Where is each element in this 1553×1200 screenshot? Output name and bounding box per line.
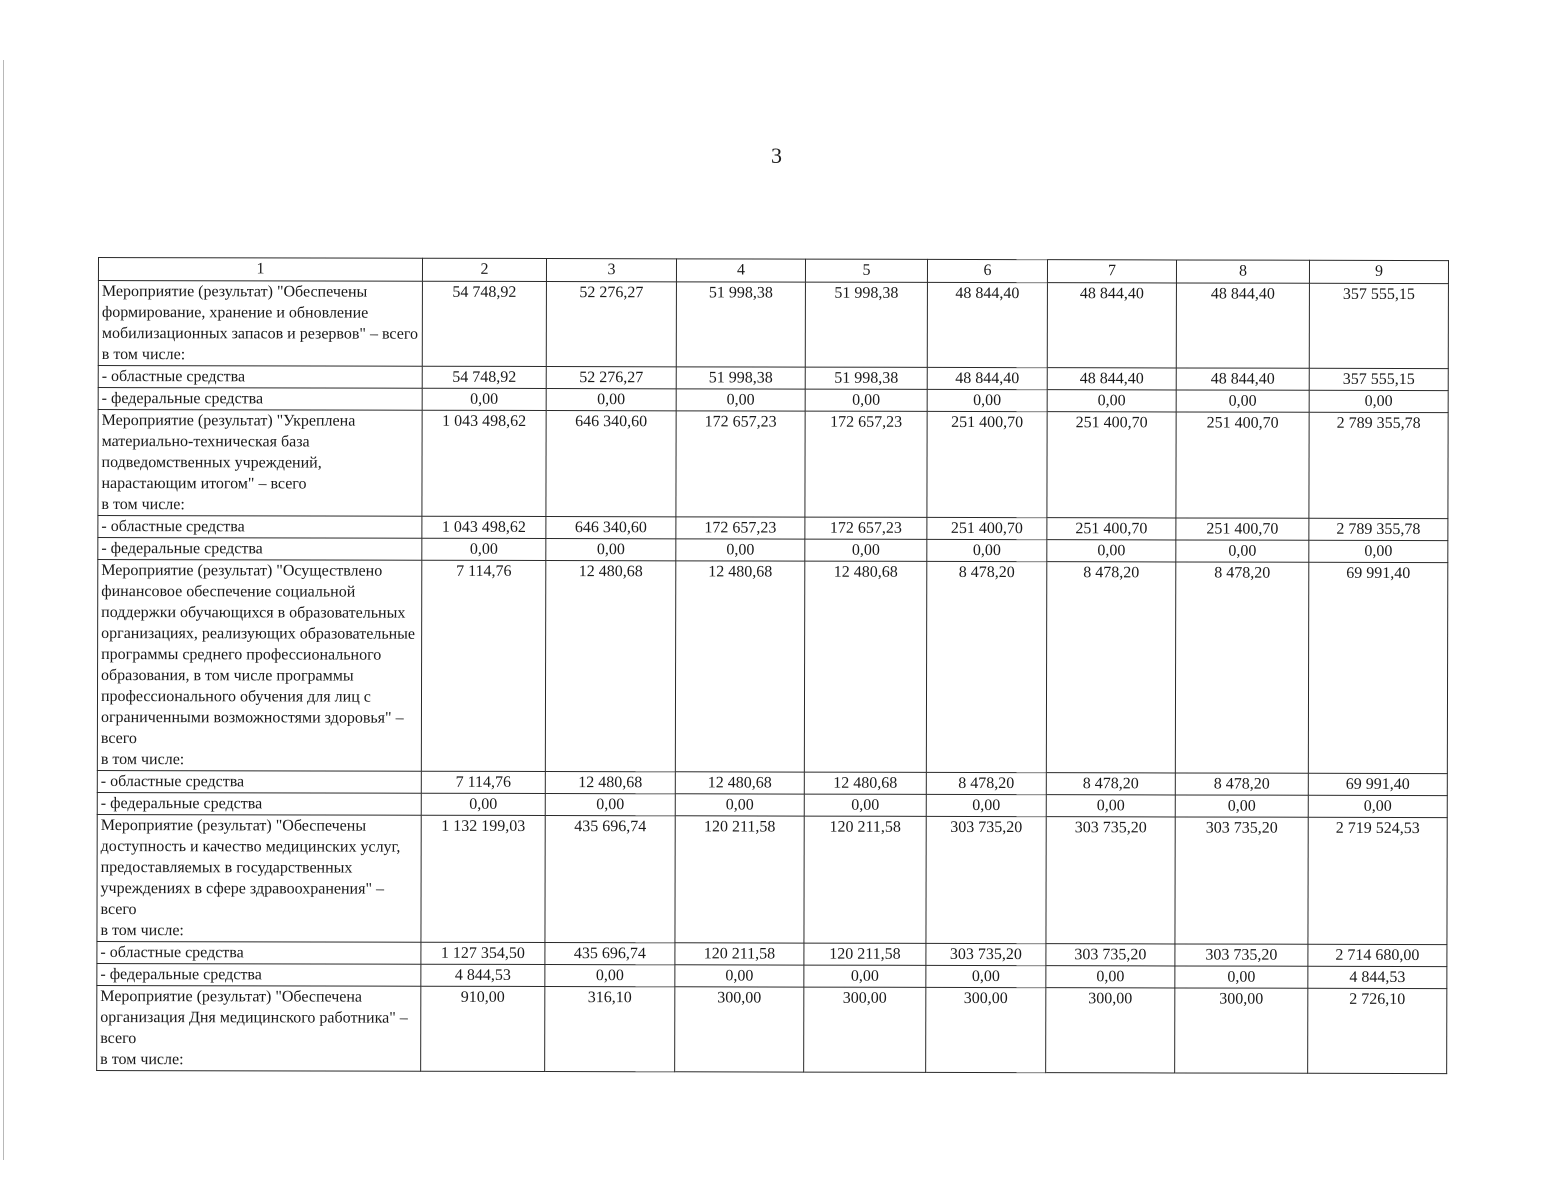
table-header — [98, 258, 1448, 284]
value-cell: 300,00 — [675, 987, 804, 1072]
value-cell: 2 714 680,00 — [1308, 944, 1447, 966]
value-cell: 0,00 — [804, 794, 926, 816]
value-cell: 48 844,40 — [1047, 368, 1176, 390]
value-cell: 12 480,68 — [545, 772, 675, 794]
value-cell: 0,00 — [1175, 795, 1308, 817]
column-number-header: 2 — [422, 258, 546, 281]
value-cell: 0,00 — [1309, 540, 1448, 562]
table-row — [98, 516, 1448, 541]
value-cell: 7 114,76 — [421, 560, 545, 771]
row-description: Мероприятие (результат) "Обеспечена организация Дня медицинского работника" – всего в том числе: — [97, 985, 421, 1071]
value-cell: 8 478,20 — [1046, 773, 1175, 795]
row-description: - федеральные средства — [98, 388, 422, 411]
value-cell: 69 991,40 — [1308, 773, 1447, 795]
table-row — [98, 538, 1448, 563]
value-cell: 8 478,20 — [926, 772, 1046, 794]
value-cell: 303 735,20 — [1046, 817, 1175, 944]
value-cell: 48 844,40 — [927, 367, 1047, 389]
value-cell: 0,00 — [1308, 795, 1447, 817]
value-cell: 0,00 — [1176, 540, 1309, 562]
row-description: - федеральные средства — [97, 792, 421, 815]
value-cell: 646 340,60 — [546, 411, 676, 517]
value-cell: 0,00 — [926, 794, 1046, 816]
value-cell: 8 478,20 — [1046, 562, 1175, 773]
table-row — [97, 941, 1447, 966]
value-cell: 12 480,68 — [675, 772, 804, 794]
value-cell: 300,00 — [1046, 988, 1175, 1073]
column-number-header: 4 — [676, 259, 805, 282]
table-row — [97, 792, 1447, 817]
value-cell: 251 400,70 — [1176, 518, 1309, 540]
value-cell: 12 480,68 — [675, 561, 804, 772]
value-cell: 12 480,68 — [804, 561, 926, 772]
value-cell: 52 276,27 — [546, 282, 676, 367]
value-cell: 172 657,23 — [676, 517, 805, 539]
value-cell: 1 127 354,50 — [421, 942, 545, 964]
value-cell: 8 478,20 — [926, 561, 1046, 772]
value-cell: 2 719 524,53 — [1308, 817, 1447, 944]
row-description: Мероприятие (результат) "Обеспечены доступность и качество медицинских услуг, предоставляемых в государственных учреждениях в сфере здравоохранения" – всего в том числе: — [97, 814, 421, 942]
value-cell: 48 844,40 — [1047, 283, 1176, 368]
value-cell: 357 555,15 — [1309, 368, 1448, 390]
row-description: Мероприятие (результат) "Осуществлено финансовое обеспечение социальной поддержки обучающихся в образовательных организациях, реализующих образовательные программы среднего профессионального образования, в том числе программы профессионального обучения для лиц с ограниченными возможностями здоровья" – всего в том числе: — [97, 560, 421, 772]
value-cell: 172 657,23 — [805, 411, 927, 517]
value-cell: 48 844,40 — [927, 282, 1047, 367]
value-cell: 300,00 — [804, 987, 926, 1072]
value-cell: 54 748,92 — [422, 281, 546, 366]
value-cell: 303 735,20 — [926, 816, 1046, 943]
table-row — [97, 985, 1447, 1073]
row-description: - областные средства — [98, 516, 422, 539]
value-cell: 316,10 — [545, 987, 675, 1072]
value-cell: 357 555,15 — [1309, 283, 1448, 368]
value-cell: 303 735,20 — [1046, 944, 1175, 966]
column-number-header: 1 — [98, 258, 422, 282]
table-row — [97, 963, 1447, 988]
value-cell: 0,00 — [675, 965, 804, 987]
value-cell: 69 991,40 — [1308, 562, 1447, 773]
value-cell: 303 735,20 — [1175, 944, 1308, 966]
value-cell: 120 211,58 — [675, 816, 804, 943]
table-row — [98, 366, 1448, 391]
value-cell: 0,00 — [675, 794, 804, 816]
value-cell: 2 789 355,78 — [1309, 518, 1448, 540]
page-number: 3 — [771, 143, 782, 168]
value-cell: 251 400,70 — [1176, 412, 1309, 518]
value-cell: 0,00 — [1046, 795, 1175, 817]
value-cell: 251 400,70 — [927, 411, 1047, 517]
value-cell: 1 132 199,03 — [421, 815, 545, 942]
value-cell: 48 844,40 — [1176, 283, 1309, 368]
value-cell: 2 789 355,78 — [1309, 412, 1448, 518]
value-cell: 8 478,20 — [1175, 562, 1308, 773]
value-cell: 0,00 — [546, 389, 676, 411]
value-cell: 172 657,23 — [805, 517, 927, 539]
value-cell: 172 657,23 — [676, 411, 805, 517]
value-cell: 303 735,20 — [926, 943, 1046, 965]
value-cell: 251 400,70 — [1047, 518, 1176, 540]
budget-table — [96, 257, 1449, 1074]
row-description: Мероприятие (результат) "Обеспечены формирование, хранение и обновление мобилизационных запасов и резервов" – всего в том числе: — [98, 281, 422, 367]
value-cell: 51 998,38 — [805, 282, 927, 367]
value-cell: 910,00 — [421, 986, 545, 1071]
value-cell: 48 844,40 — [1176, 368, 1309, 390]
value-cell: 1 043 498,62 — [422, 516, 546, 538]
value-cell: 12 480,68 — [804, 772, 926, 794]
value-cell: 0,00 — [805, 389, 927, 411]
table-row — [97, 560, 1447, 774]
column-number-header: 6 — [927, 259, 1047, 282]
value-cell: 435 696,74 — [545, 816, 675, 943]
row-description: - федеральные средства — [97, 963, 421, 986]
value-cell: 251 400,70 — [1047, 412, 1176, 518]
value-cell: 52 276,27 — [546, 367, 676, 389]
table-row — [97, 814, 1447, 944]
column-number-header: 7 — [1047, 260, 1176, 283]
value-cell: 0,00 — [676, 539, 805, 561]
value-cell: 54 748,92 — [422, 366, 546, 388]
row-description: - областные средства — [97, 770, 421, 793]
row-description: - областные средства — [98, 366, 422, 389]
table-body — [97, 281, 1449, 1074]
value-cell: 435 696,74 — [545, 943, 675, 965]
row-description: Мероприятие (результат) "Укреплена материально-техническая база подведомственных учреждений, нарастающим итогом" – всего в том числе: — [98, 410, 422, 517]
value-cell: 0,00 — [805, 539, 927, 561]
scan-edge-line — [3, 60, 4, 1160]
value-cell: 0,00 — [422, 388, 546, 410]
value-cell: 0,00 — [1175, 966, 1308, 988]
value-cell: 0,00 — [545, 965, 675, 987]
value-cell: 51 998,38 — [805, 367, 927, 389]
value-cell: 300,00 — [1175, 988, 1308, 1073]
value-cell: 51 998,38 — [676, 282, 805, 367]
value-cell: 120 211,58 — [804, 943, 926, 965]
header-row — [98, 258, 1448, 284]
row-description: - областные средства — [97, 941, 421, 964]
value-cell: 0,00 — [926, 965, 1046, 987]
table-row — [97, 770, 1447, 795]
value-cell: 0,00 — [422, 538, 546, 560]
value-cell: 0,00 — [1047, 540, 1176, 562]
value-cell: 0,00 — [1047, 390, 1176, 412]
table-row — [98, 410, 1448, 519]
value-cell: 120 211,58 — [675, 943, 804, 965]
value-cell: 300,00 — [926, 987, 1046, 1072]
value-cell: 0,00 — [1309, 390, 1448, 412]
value-cell: 0,00 — [421, 793, 545, 815]
column-number-header: 9 — [1309, 260, 1448, 283]
value-cell: 0,00 — [927, 539, 1047, 561]
value-cell: 646 340,60 — [546, 517, 676, 539]
value-cell: 4 844,53 — [421, 964, 545, 986]
value-cell: 12 480,68 — [545, 561, 675, 772]
value-cell: 0,00 — [927, 389, 1047, 411]
value-cell: 0,00 — [804, 965, 926, 987]
value-cell: 120 211,58 — [804, 816, 926, 943]
value-cell: 303 735,20 — [1175, 817, 1308, 944]
value-cell: 251 400,70 — [927, 517, 1047, 539]
table-row — [98, 281, 1448, 369]
value-cell: 0,00 — [676, 389, 805, 411]
value-cell: 0,00 — [1176, 390, 1309, 412]
value-cell: 51 998,38 — [676, 367, 805, 389]
value-cell: 0,00 — [546, 539, 676, 561]
value-cell: 8 478,20 — [1175, 773, 1308, 795]
value-cell: 4 844,53 — [1308, 966, 1447, 988]
table-row — [98, 388, 1448, 413]
row-description: - федеральные средства — [98, 538, 422, 561]
column-number-header: 8 — [1176, 260, 1309, 283]
column-number-header: 3 — [546, 259, 676, 282]
value-cell: 0,00 — [545, 794, 675, 816]
value-cell: 7 114,76 — [421, 771, 545, 793]
value-cell: 2 726,10 — [1308, 988, 1447, 1073]
value-cell: 1 043 498,62 — [422, 410, 546, 516]
column-number-header: 5 — [805, 259, 927, 282]
value-cell: 0,00 — [1046, 966, 1175, 988]
